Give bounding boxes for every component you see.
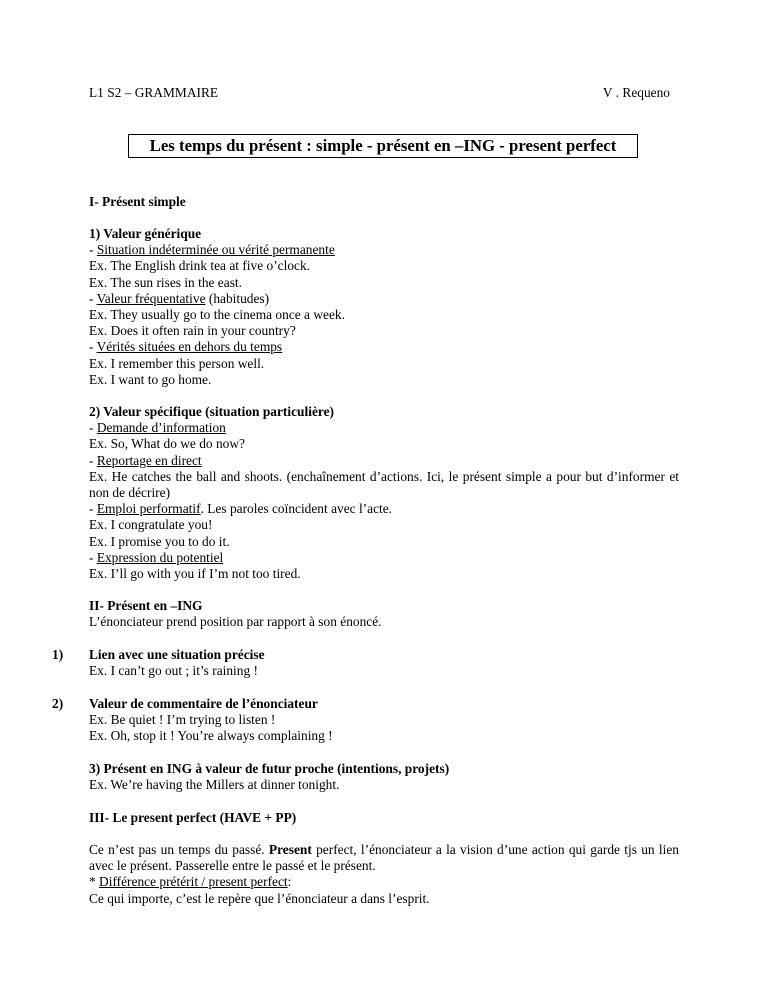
document-title: Les temps du présent : simple - présent en –ING - present perfect	[128, 134, 638, 158]
section-1-heading: I- Présent simple	[89, 194, 186, 209]
section-3-body	[89, 842, 679, 907]
author-header: V . Requeno	[602, 85, 670, 100]
section-3-heading: III- Le present perfect (HAVE + PP)	[89, 810, 297, 825]
point-label: - Expression du potentiel	[89, 549, 224, 565]
example: Ex. Does it often rain in your country?	[89, 323, 296, 339]
example: Ex. The English drink tea at five o’clock.	[89, 258, 311, 274]
paragraph: Ce n’est pas un temps du passé. Present perfect, l’énonciateur a la vision d’une action qui garde tjs un lien avec le présent. Passerelle entre le passé et le présent.	[89, 842, 679, 874]
subsection-heading: 2) Valeur spécifique (situation particulière)	[89, 404, 334, 419]
example: Ex. He catches the ball and shoots. (enchaînement d’actions. Ici, le présent simple a pour but d’informer et non de décrire)	[89, 468, 679, 501]
point-label: - Vérités situées en dehors du temps	[89, 339, 283, 355]
section-2-item-1: Lien avec une situation précise Ex. I can’t go out ; it’s raining !	[89, 647, 679, 679]
section-2-item-2: Valeur de commentaire de l’énonciateur Ex. Be quiet ! I’m trying to listen ! Ex. Oh, stop it ! You’re always complaining !	[89, 696, 679, 745]
section-2	[89, 598, 679, 630]
example: Ex. I remember this person well.	[89, 355, 265, 371]
point-label: - Emploi performatif. Les paroles coïncident avec l’acte.	[89, 501, 393, 517]
section-2-item-3: 3) Présent en ING à valeur de futur proche (intentions, projets) Ex. We’re having the Millers at dinner tonight.	[89, 761, 679, 793]
list-number: 2)	[52, 696, 64, 711]
point-label: - Situation indéterminée ou vérité permanente	[89, 242, 335, 258]
example: Ex. I can’t go out ; it’s raining !	[89, 663, 258, 679]
example: Ex. I want to go home.	[89, 371, 212, 387]
example: Ex. I congratulate you!	[89, 517, 213, 533]
point-label: - Valeur fréquentative (habitudes)	[89, 290, 270, 306]
section-1-2	[89, 404, 679, 582]
point-label: - Reportage en direct	[89, 452, 202, 468]
course-header: L1 S2 – GRAMMAIRE	[89, 85, 219, 100]
list-number: 1)	[52, 647, 64, 662]
paragraph: Ce qui importe, c’est le repère que l’énonciateur a dans l’esprit.	[89, 890, 430, 906]
example: Ex. I’ll go with you if I’m not too tired.	[89, 566, 301, 582]
section-2-intro: L’énonciateur prend position par rapport à son énoncé.	[89, 614, 382, 630]
example: Ex. Oh, stop it ! You’re always complaining !	[89, 728, 333, 744]
example: Ex. They usually go to the cinema once a week.	[89, 307, 345, 323]
section-1-1	[89, 226, 679, 388]
difference-label: * Différence prétérit / present perfect:	[89, 874, 292, 890]
point-label: - Demande d’information	[89, 420, 226, 436]
subsection-heading: 1) Valeur générique	[89, 226, 202, 241]
example: Ex. We’re having the Millers at dinner tonight.	[89, 777, 340, 793]
example: Ex. I promise you to do it.	[89, 533, 230, 549]
section-2-heading: II- Présent en –ING	[89, 598, 203, 613]
example: Ex. The sun rises in the east.	[89, 274, 242, 290]
example: Ex. So, What do we do now?	[89, 436, 245, 452]
example: Ex. Be quiet ! I’m trying to listen !	[89, 712, 276, 728]
